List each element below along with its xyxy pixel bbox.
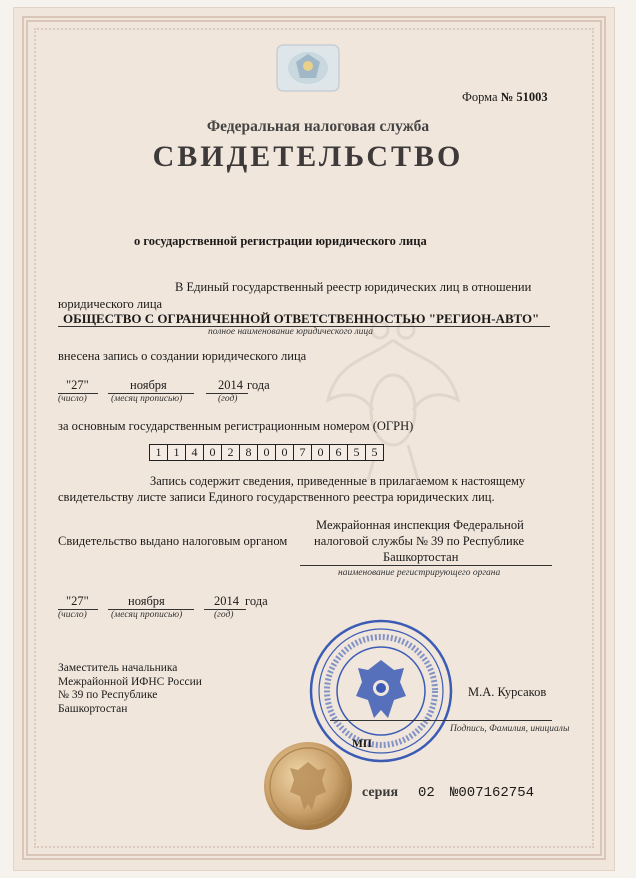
series-label: серия bbox=[362, 785, 399, 800]
ogrn-boxes bbox=[150, 444, 384, 461]
ogrn-digit: 0 bbox=[257, 444, 276, 461]
signer-name: М.А. Курсаков bbox=[468, 685, 547, 699]
signature-underline bbox=[330, 720, 552, 721]
series-value: 02 bbox=[418, 785, 435, 801]
record-contains-2: свидетельству листе записи Единого государственного реестра юридических лиц. bbox=[58, 490, 495, 504]
date1-year-caption: (год) bbox=[218, 394, 238, 404]
date2-day: "27" bbox=[66, 594, 89, 608]
signer-position-line-4: Башкортостан bbox=[58, 702, 128, 715]
date1-year: 2014 bbox=[218, 378, 243, 392]
signer-position bbox=[58, 662, 202, 716]
issuer-caption: наименование регистрирующего органа bbox=[338, 568, 501, 578]
document-title: СВИДЕТЕЛЬСТВО bbox=[152, 140, 464, 173]
ogrn-digit: 0 bbox=[203, 444, 222, 461]
date1-day-caption: (число) bbox=[58, 394, 87, 404]
form-label: Форма № 51003 bbox=[462, 90, 548, 104]
hologram-emblem-icon bbox=[276, 44, 340, 92]
ogrn-digit: 1 bbox=[167, 444, 186, 461]
signature-caption: Подпись, Фамилия, инициалы bbox=[450, 724, 570, 734]
date2-month-caption: (месяц прописью) bbox=[111, 610, 183, 620]
mp-label: МП bbox=[352, 738, 372, 750]
record-text: внесена запись о создании юридического лица bbox=[58, 349, 307, 363]
ogrn-digit: 7 bbox=[293, 444, 312, 461]
ogrn-digit: 0 bbox=[311, 444, 330, 461]
record-contains-1: Запись содержит сведения, приведенные в прилагаемом к настоящему bbox=[150, 474, 526, 488]
date2-day-caption: (число) bbox=[58, 610, 87, 620]
signer-position-line-2: Межрайонной ИФНС России bbox=[58, 675, 202, 688]
issuer-line-1: Межрайонная инспекция Федеральной bbox=[316, 518, 524, 532]
ogrn-digit: 5 bbox=[347, 444, 366, 461]
date2-year: 2014 bbox=[214, 594, 239, 608]
date2-month: ноября bbox=[128, 594, 165, 608]
intro-line-1: В Единый государственный реестр юридических лиц в отношении bbox=[175, 280, 532, 294]
issued-by-label: Свидетельство выдано налоговым органом bbox=[58, 534, 288, 548]
date1-month: ноября bbox=[130, 378, 167, 392]
signer-position-line-1: Заместитель начальника bbox=[58, 662, 178, 674]
certificate-number: №007162754 bbox=[450, 785, 535, 801]
issuer-underline bbox=[300, 565, 552, 566]
signer-position-line-3: № 39 по Республике bbox=[58, 689, 158, 701]
form-number: № 51003 bbox=[500, 90, 548, 104]
ogrn-label: за основным государственным регистрационным номером (ОГРН) bbox=[58, 419, 414, 433]
service-name: Федеральная налоговая служба bbox=[206, 118, 430, 135]
ogrn-digit: 4 bbox=[185, 444, 204, 461]
issuer-line-2: налоговой службы № 39 по Республике bbox=[314, 534, 525, 548]
gold-seal-icon bbox=[262, 740, 354, 832]
date1-month-caption: (месяц прописью) bbox=[111, 394, 183, 404]
ogrn-digit: 5 bbox=[365, 444, 384, 461]
date1-year-suffix: года bbox=[247, 378, 270, 392]
issuer-line-3: Башкортостан bbox=[383, 550, 459, 564]
document-subtitle: о государственной регистрации юридического лица bbox=[134, 234, 427, 248]
ogrn-digit: 1 bbox=[149, 444, 168, 461]
entity-name-caption: полное наименование юридического лица bbox=[208, 327, 374, 337]
entity-name: ОБЩЕСТВО С ОГРАНИЧЕННОЙ ОТВЕТСТВЕННОСТЬЮ "РЕГИОН-АВТО" bbox=[63, 311, 540, 326]
intro-line-2: юридического лица bbox=[58, 297, 163, 311]
ogrn-digit: 8 bbox=[239, 444, 258, 461]
date2-year-suffix: года bbox=[245, 594, 268, 608]
ogrn-digit: 2 bbox=[221, 444, 240, 461]
date1-day: "27" bbox=[66, 378, 89, 392]
ogrn-digit: 6 bbox=[329, 444, 348, 461]
ogrn-digit: 0 bbox=[275, 444, 294, 461]
date2-year-caption: (год) bbox=[214, 610, 234, 620]
